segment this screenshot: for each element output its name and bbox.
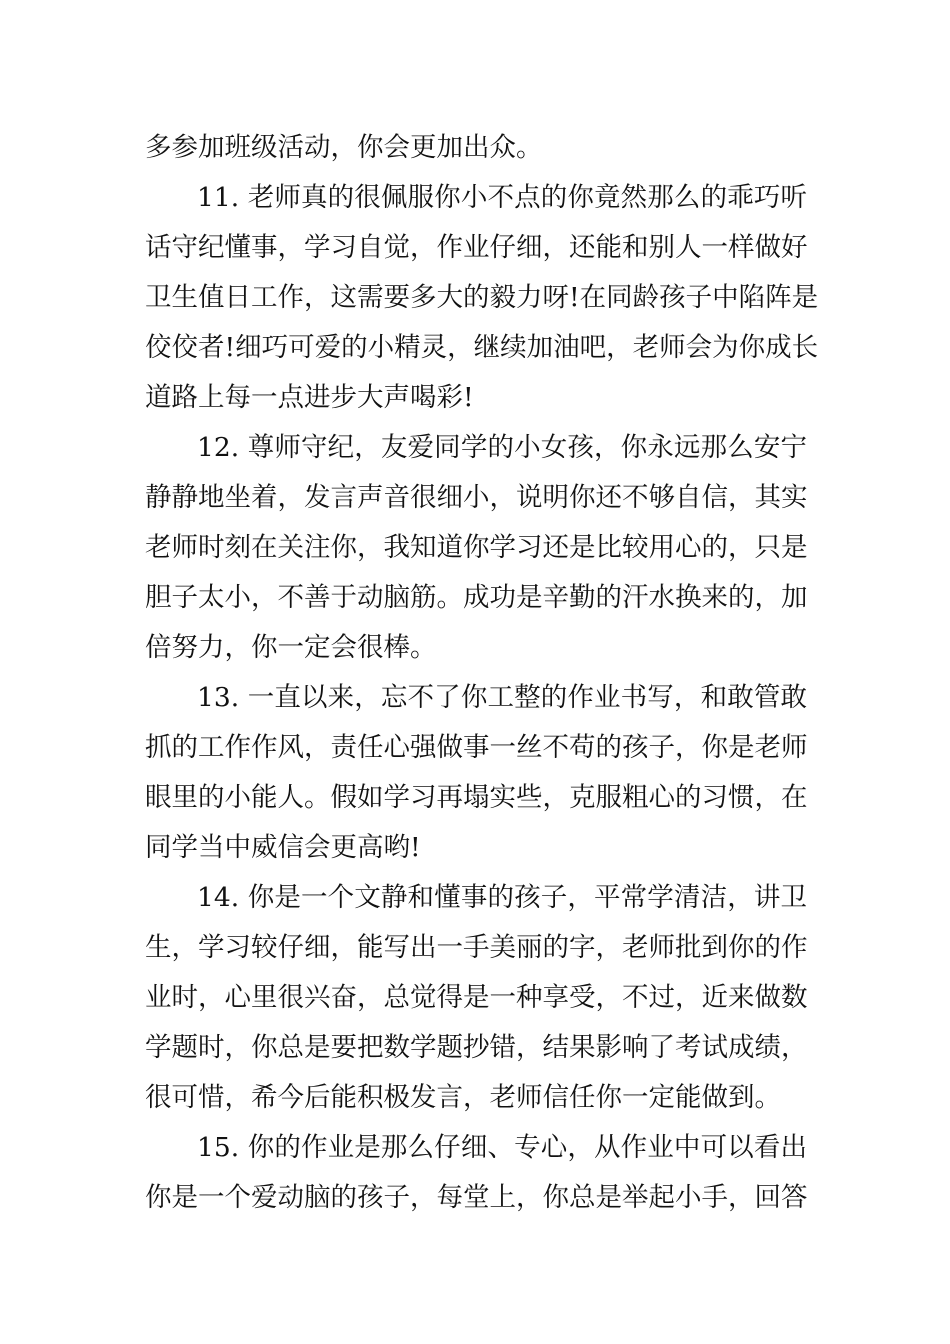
text-line: 道路上每一点进步大声喝彩! bbox=[145, 382, 474, 413]
text-line: 倍努力，你一定会很棒。 bbox=[145, 632, 437, 663]
text-line: 学题时，你总是要把数学题抄错，结果影响了考试成绩， bbox=[145, 1032, 808, 1063]
text-line: 胆子太小，不善于动脑筋。成功是辛勤的汗水换来的，加 bbox=[145, 582, 808, 613]
text-line: 生，学习较仔细，能写出一手美丽的字，老师批到你的作 bbox=[145, 932, 808, 963]
text-line: 14. 你是一个文静和懂事的孩子，平常学清洁，讲卫 bbox=[197, 882, 807, 913]
text-line: 很可惜，希今后能积极发言，老师信任你一定能做到。 bbox=[145, 1082, 781, 1113]
text-line: 15. 你的作业是那么仔细、专心，从作业中可以看出 bbox=[197, 1132, 807, 1163]
text-line: 话守纪懂事，学习自觉，作业仔细，还能和别人一样做好 bbox=[145, 232, 808, 263]
text-line: 卫生值日工作，这需要多大的毅力呀!在同龄孩子中陷阵是 bbox=[145, 282, 819, 313]
text-line: 12. 尊师守纪，友爱同学的小女孩，你永远那么安宁 bbox=[197, 432, 807, 463]
text-line: 老师时刻在关注你，我知道你学习还是比较用心的，只是 bbox=[145, 532, 808, 563]
text-line: 11. 老师真的很佩服你小不点的你竟然那么的乖巧听 bbox=[197, 182, 807, 213]
text-line: 你是一个爱动脑的孩子，每堂上，你总是举起小手，回答 bbox=[145, 1182, 808, 1213]
text-line: 佼佼者!细巧可爱的小精灵，继续加油吧，老师会为你成长 bbox=[145, 332, 819, 363]
text-line: 眼里的小能人。假如学习再塌实些，克服粗心的习惯，在 bbox=[145, 782, 808, 813]
text-line: 13. 一直以来，忘不了你工整的作业书写，和敢管敢 bbox=[197, 682, 807, 713]
text-line: 多参加班级活动，你会更加出众。 bbox=[145, 132, 543, 163]
text-line: 同学当中威信会更高哟! bbox=[145, 832, 421, 863]
text-line: 抓的工作作风，责任心强做事一丝不苟的孩子，你是老师 bbox=[145, 732, 808, 763]
text-line: 业时，心里很兴奋，总觉得是一种享受，不过，近来做数 bbox=[145, 982, 808, 1013]
text-line: 静静地坐着，发言声音很细小，说明你还不够自信，其实 bbox=[145, 482, 808, 513]
